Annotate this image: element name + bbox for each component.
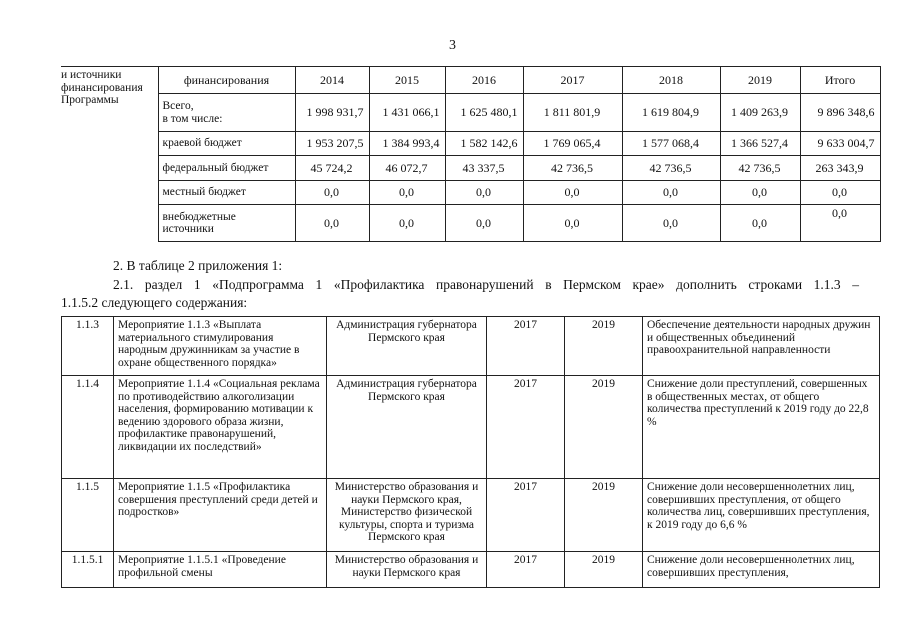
finance-row-federal xyxy=(61,156,880,181)
finance-row-extrabudget xyxy=(61,205,880,242)
finance-header-cell: 2019 xyxy=(720,67,800,94)
finance-header-cell: 2014 xyxy=(295,67,369,94)
measure-end-year: 2019 xyxy=(565,317,643,376)
finance-row-label: местный бюджет xyxy=(158,181,295,205)
finance-cell: 0,0 xyxy=(369,181,445,205)
finance-cell: 1 366 527,4 xyxy=(720,132,800,156)
measure-code: 1.1.4 xyxy=(62,376,114,479)
finance-header-cell: 2018 xyxy=(622,67,720,94)
measures-table xyxy=(61,316,880,588)
measure-end-year: 2019 xyxy=(565,376,643,479)
measure-code: 1.1.5 xyxy=(62,479,114,552)
finance-cell: 42 736,5 xyxy=(523,156,622,181)
finance-cell: 0,0 xyxy=(445,181,523,205)
paragraph-table2-intro: 2. В таблице 2 приложения 1: xyxy=(113,258,283,273)
finance-cell: 1 811 801,9 xyxy=(523,94,622,132)
measure-result: Снижение доли несовершеннолетних лиц, совершивших преступления, xyxy=(643,552,880,588)
finance-cell: 1 625 480,1 xyxy=(445,94,523,132)
finance-cell: 263 343,9 xyxy=(800,156,880,181)
finance-cell: 0,0 xyxy=(523,181,622,205)
finance-row-label: федеральный бюджет xyxy=(158,156,295,181)
measure-result: Снижение доли несовершеннолетних лиц, совершивших преступления, от общего количества лиц, совершивших преступления, к 2019 году до 6,6 % xyxy=(643,479,880,552)
finance-row-total xyxy=(61,94,880,132)
finance-header-cell: 2016 xyxy=(445,67,523,94)
finance-cell: 1 619 804,9 xyxy=(622,94,720,132)
finance-cell: 0,0 xyxy=(800,205,880,242)
paragraph-section1-amend: 2.1. раздел 1 «Подпрограмма 1 «Профилактика правонарушений в Пермском крае» дополнить строками 1.1.3 – xyxy=(113,277,859,292)
finance-row-local xyxy=(61,181,880,205)
finance-cell: 0,0 xyxy=(622,205,720,242)
finance-cell: 43 337,5 xyxy=(445,156,523,181)
finance-cell: 0,0 xyxy=(295,181,369,205)
measure-name: Мероприятие 1.1.3 «Выплата материального стимулирования народным дружинникам за участие в охране общественного порядка» xyxy=(114,317,327,376)
measure-executor: Министерство образования и науки Пермского края xyxy=(327,552,487,588)
finance-header-cell: финансирования xyxy=(158,67,295,94)
finance-row-label: краевой бюджет xyxy=(158,132,295,156)
measure-name: Мероприятие 1.1.4 «Социальная реклама по противодействию алкоголизации населения, формированию мотивации к ведению здорового образа жизни, профилактике правонарушений, ликвидации их последствий» xyxy=(114,376,327,479)
finance-row-label: внебюджетные источники xyxy=(158,205,295,242)
finance-cell: 0,0 xyxy=(445,205,523,242)
finance-cell: 45 724,2 xyxy=(295,156,369,181)
measure-start-year: 2017 xyxy=(487,479,565,552)
finance-cell: 0,0 xyxy=(720,205,800,242)
finance-row-regional xyxy=(61,132,880,156)
measure-row xyxy=(62,552,880,588)
measure-result: Снижение доли преступлений, совершенных в общественных местах, от общего количества преступлений к 2019 году до 22,8 % xyxy=(643,376,880,479)
finance-row-label: Всего, в том числе: xyxy=(158,94,295,132)
measure-executor: Администрация губернатора Пермского края xyxy=(327,376,487,479)
measure-row xyxy=(62,479,880,552)
finance-cell: 1 577 068,4 xyxy=(622,132,720,156)
finance-cell: 1 384 993,4 xyxy=(369,132,445,156)
finance-cell: 0,0 xyxy=(295,205,369,242)
measure-result: Обеспечение деятельности народных дружин и общественных объединений правоохранительной направленности xyxy=(643,317,880,376)
finance-cell: 9 896 348,6 xyxy=(800,94,880,132)
finance-header-cell: Итого xyxy=(800,67,880,94)
finance-header-cell: 2015 xyxy=(369,67,445,94)
finance-header-row xyxy=(61,67,880,94)
measure-end-year: 2019 xyxy=(565,552,643,588)
finance-cell: 1 582 142,6 xyxy=(445,132,523,156)
measure-row xyxy=(62,376,880,479)
finance-cell: 46 072,7 xyxy=(369,156,445,181)
finance-cell: 0,0 xyxy=(800,181,880,205)
finance-table xyxy=(61,66,881,242)
finance-cell: 1 953 207,5 xyxy=(295,132,369,156)
finance-cell: 42 736,5 xyxy=(720,156,800,181)
finance-cell: 42 736,5 xyxy=(622,156,720,181)
finance-cell: 9 633 004,7 xyxy=(800,132,880,156)
measure-end-year: 2019 xyxy=(565,479,643,552)
measure-executor: Администрация губернатора Пермского края xyxy=(327,317,487,376)
measure-code: 1.1.5.1 xyxy=(62,552,114,588)
finance-cell: 1 431 066,1 xyxy=(369,94,445,132)
finance-cell: 0,0 xyxy=(369,205,445,242)
page-number: 3 xyxy=(449,38,456,53)
finance-cell: 1 769 065,4 xyxy=(523,132,622,156)
finance-cell: 0,0 xyxy=(622,181,720,205)
measure-name: Мероприятие 1.1.5 «Профилактика совершения преступлений среди детей и подростков» xyxy=(114,479,327,552)
finance-cell: 0,0 xyxy=(720,181,800,205)
finance-cell: 0,0 xyxy=(523,205,622,242)
finance-section-label: и источники финансирования Программы xyxy=(61,67,158,242)
measure-start-year: 2017 xyxy=(487,552,565,588)
measure-row xyxy=(62,317,880,376)
measure-code: 1.1.3 xyxy=(62,317,114,376)
finance-cell: 1 998 931,7 xyxy=(295,94,369,132)
measure-executor: Министерство образования и науки Пермского края, Министерство физической культуры, спорта и туризма Пермского края xyxy=(327,479,487,552)
measure-name: Мероприятие 1.1.5.1 «Проведение профильной смены xyxy=(114,552,327,588)
finance-cell: 1 409 263,9 xyxy=(720,94,800,132)
measure-start-year: 2017 xyxy=(487,376,565,479)
paragraph-section1-amend-cont: 1.1.5.2 следующего содержания: xyxy=(61,295,248,310)
measure-start-year: 2017 xyxy=(487,317,565,376)
finance-header-cell: 2017 xyxy=(523,67,622,94)
